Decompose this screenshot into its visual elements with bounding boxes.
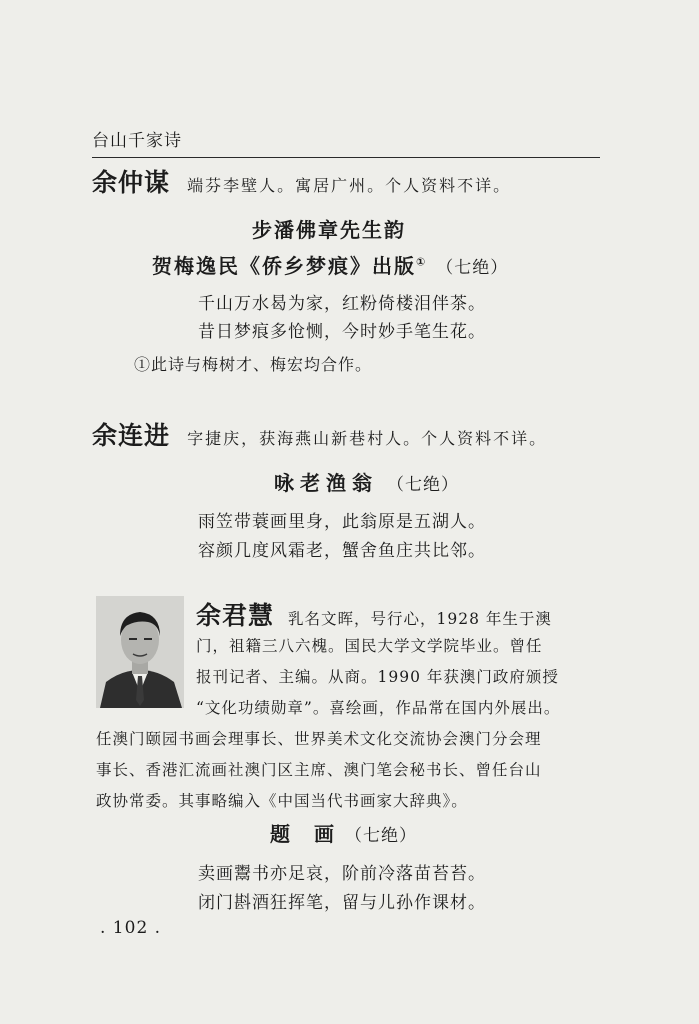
author-bio: 端芬李壁人。寓居广州。个人资料不详。	[187, 176, 512, 195]
footnote-mark: ①	[416, 255, 428, 269]
bio-line: 门，祖籍三八六槐。国民大学文学院毕业。曾任	[196, 637, 543, 655]
bio-line: “文化功绩勋章”。喜绘画，作品常在国内外展出。	[196, 699, 561, 717]
verse-line: 雨笠带蓑画里身，此翁原是五湖人。	[198, 512, 486, 532]
bio-line	[196, 600, 560, 631]
entry-1-heading	[92, 163, 511, 199]
book-title: 台山千家诗	[92, 131, 182, 151]
poem-title-text: 题 画	[270, 822, 336, 846]
verse-line: 昔日梦痕多怆恻，今时妙手笔生花。	[198, 322, 486, 342]
poem-title-text: 咏老渔翁	[274, 471, 378, 495]
poem-title-line2	[152, 250, 508, 279]
footnote: ①此诗与梅树才、梅宏均合作。	[134, 355, 373, 374]
page-number: . 102 .	[100, 918, 162, 938]
poem-form: （七绝）	[344, 826, 417, 846]
verse-line: 容颜几度风霜老，蟹舍鱼庄共比邻。	[198, 541, 486, 561]
poem-title-line1: 步潘佛章先生韵	[252, 218, 406, 242]
verse-line: 闭门斟酒狂挥笔，留与儿孙作课材。	[198, 893, 486, 913]
bio-line: 任澳门颐园书画会理事长、世界美术文化交流协会澳门分会理	[96, 730, 542, 748]
bio-text: 乳名文晖，号行心，1928 年生于澳	[288, 610, 552, 628]
bio-line: 事长、香港汇流画社澳门区主席、澳门笔会秘书长、曾任台山	[96, 761, 542, 779]
bio-line: 政协常委。其事略编入《中国当代书画家大辞典》。	[96, 792, 468, 810]
entry-2-heading	[92, 416, 547, 452]
author-name: 余连进	[92, 421, 171, 450]
verse-line: 千山万水曷为家，红粉倚楼泪伴茶。	[198, 294, 486, 314]
entry-3-heading	[196, 600, 560, 724]
portrait-image	[96, 596, 184, 708]
author-bio: 字捷庆，获海燕山新巷村人。个人资料不详。	[187, 429, 548, 448]
poem-title	[274, 467, 459, 496]
poem-form: （七绝）	[436, 258, 509, 278]
running-header	[92, 126, 600, 158]
author-bio-continued	[96, 724, 542, 817]
author-name: 余仲谋	[92, 168, 171, 197]
verse-line: 卖画鬻书亦足哀，阶前冷落苗苔苔。	[198, 864, 486, 884]
author-name: 余君慧	[196, 601, 275, 630]
poem-title	[270, 818, 417, 847]
bio-line: 报刊记者、主编。从商。1990 年获澳门政府颁授	[196, 668, 559, 686]
author-portrait	[96, 596, 184, 708]
poem-title-text: 贺梅逸民《侨乡梦痕》出版	[152, 254, 416, 278]
poem-form: （七绝）	[386, 475, 459, 495]
